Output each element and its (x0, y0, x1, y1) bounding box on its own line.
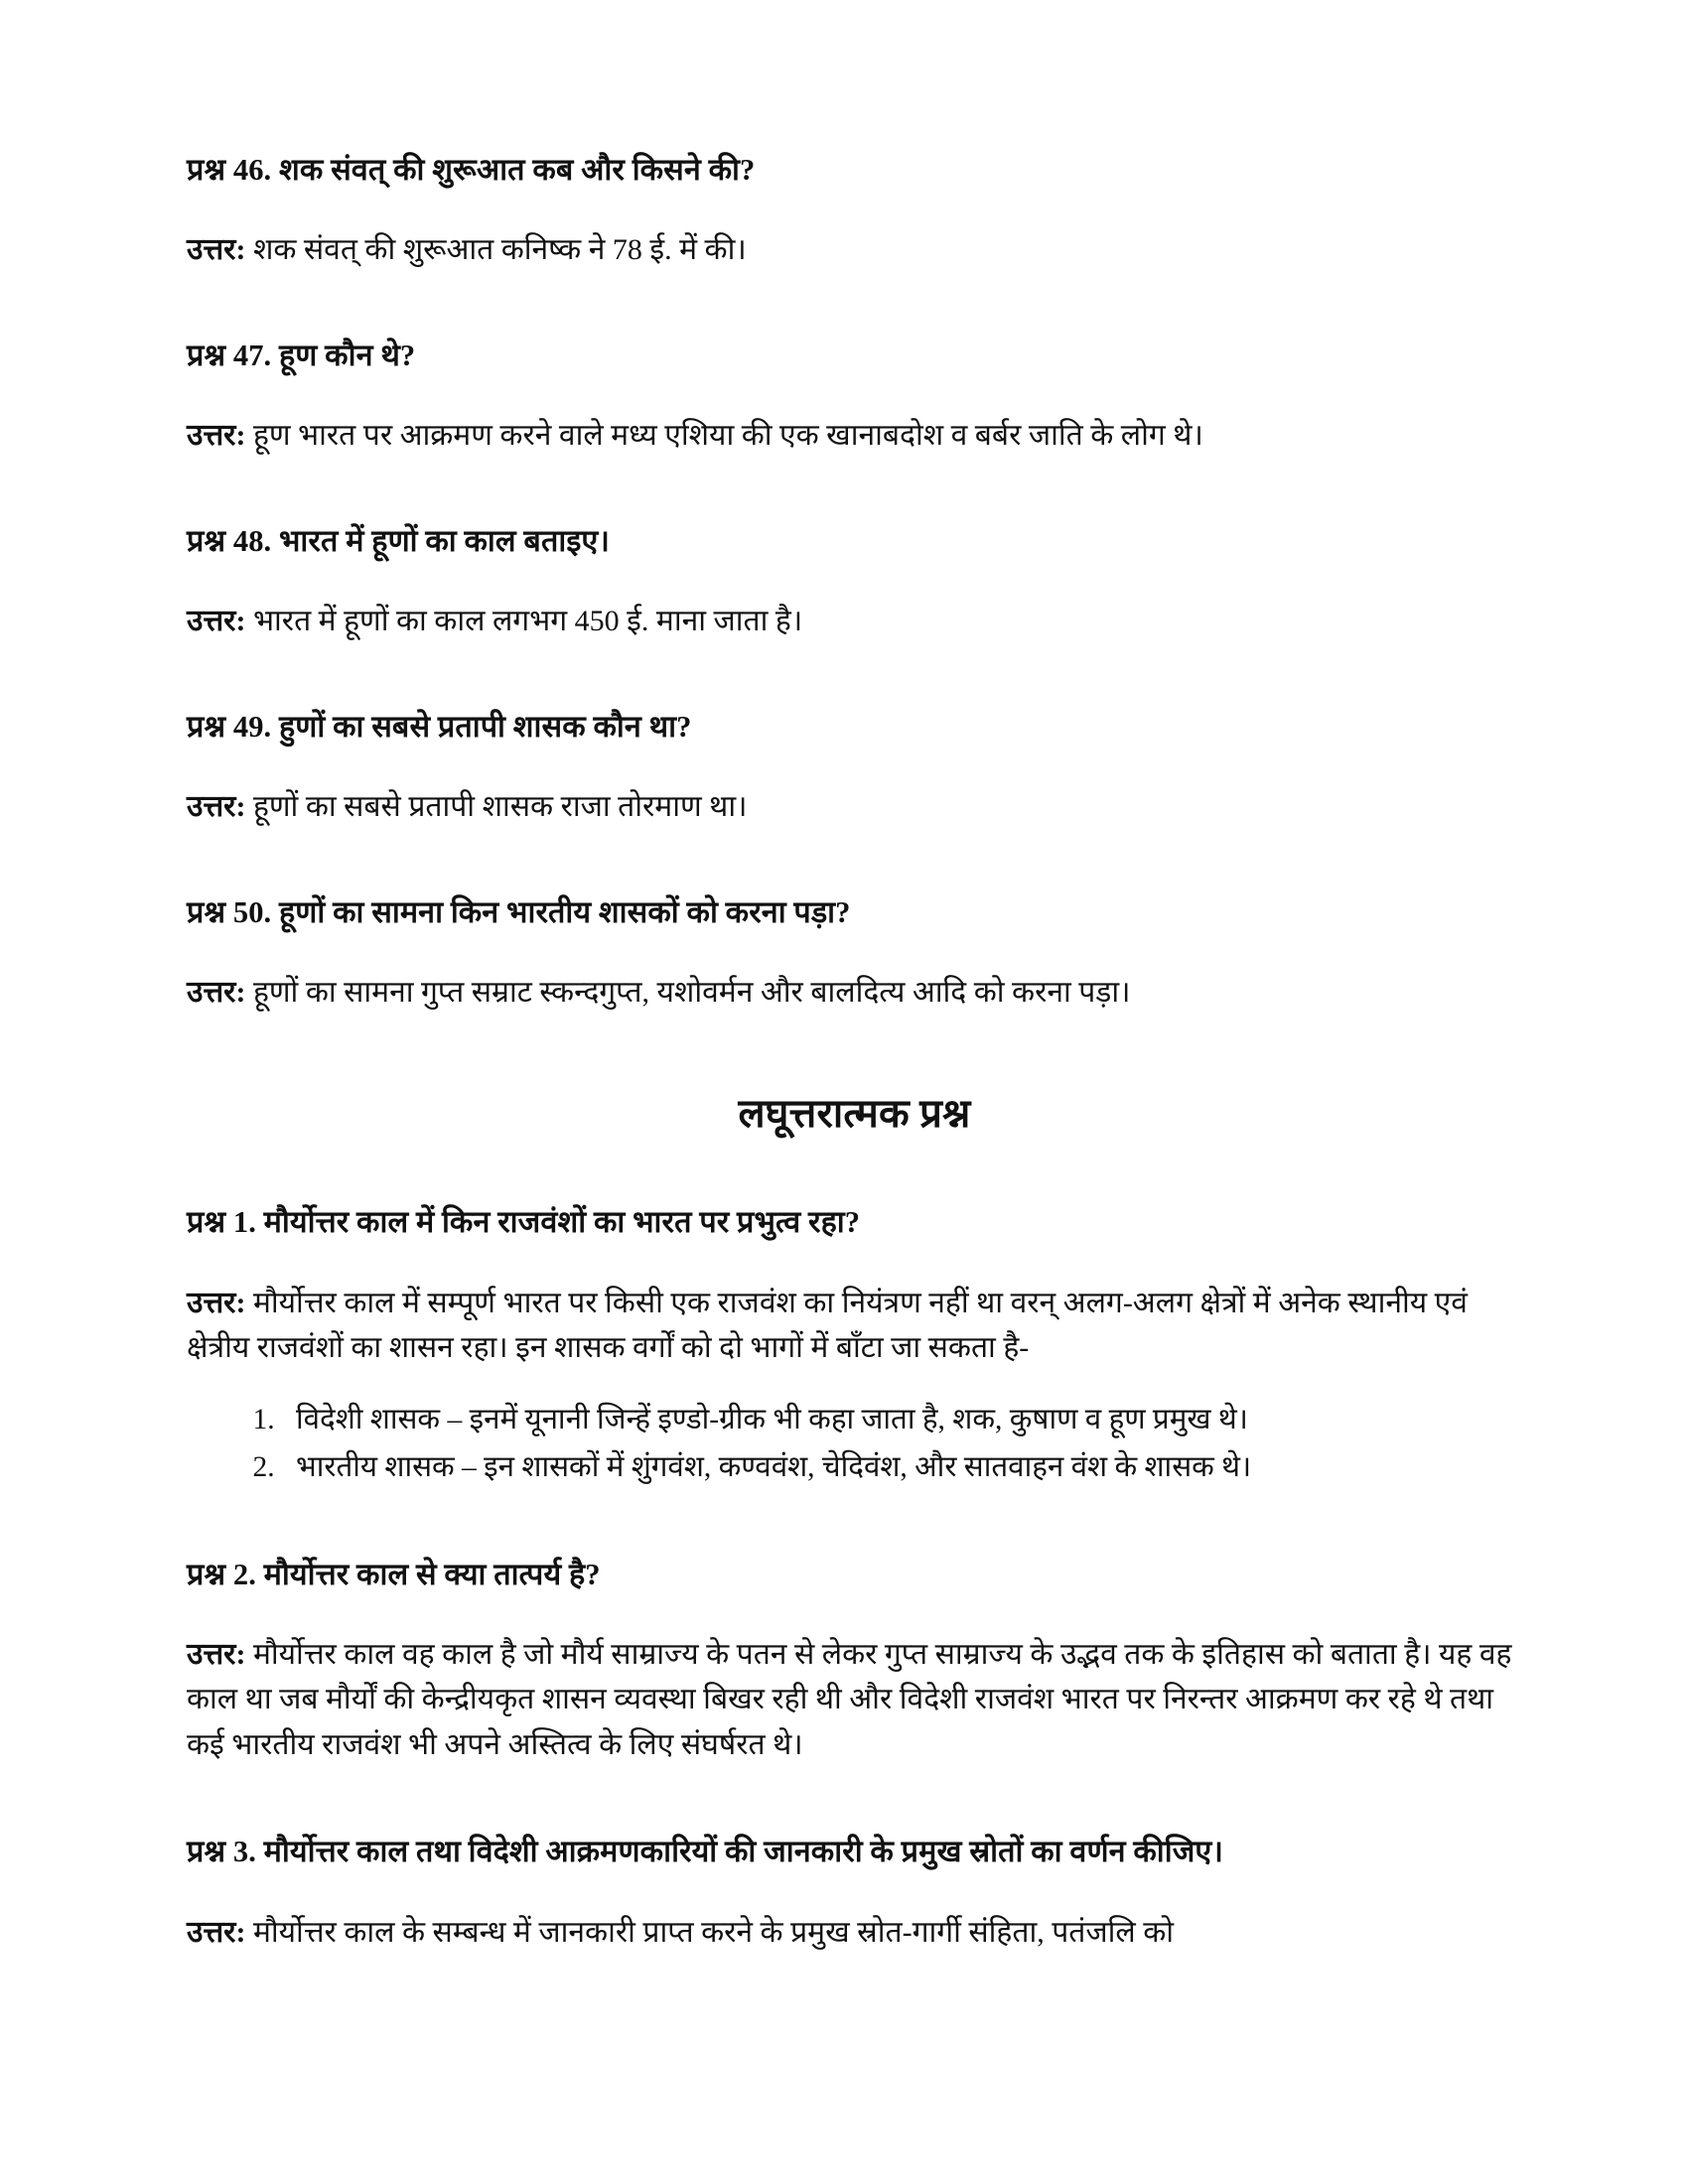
answer-label-50: उत्तर: (187, 975, 246, 1009)
answer-paragraph-47 (187, 413, 1522, 459)
answer-text-47: हूण भारत पर आक्रमण करने वाले मध्य एशिया की एक खानाबदोश व बर्बर जाति के लोग थे। (245, 419, 1203, 453)
ruler-categories-list (187, 1397, 1522, 1492)
answer-paragraph-50 (187, 970, 1522, 1016)
list-item: 2. भारतीय शासक – इन शासकों में शुंगवंश, कण्ववंश, चेदिवंश, और सातवाहन वंश के शासक थे। (282, 1444, 1522, 1492)
short-answer-label-2: उत्तर: (187, 1637, 246, 1671)
section-title: लघूत्तरात्मक प्रश्न (738, 1091, 971, 1137)
short-question-heading-3: प्रश्न 3. मौर्योत्तर काल तथा विदेशी आक्रमणकारियों की जानकारी के प्रमुख स्रोतों का वर्णन कीजिए। (187, 1834, 1224, 1868)
answer-label-49: उत्तर: (187, 789, 246, 823)
answer-text-46: शक संवत् की शुरूआत कनिष्क ने 78 ई. में की। (245, 233, 747, 267)
question-heading-49: प्रश्न 49. हुणों का सबसे प्रतापी शासक कौन था? (187, 709, 692, 744)
answer-label-46: उत्तर: (187, 233, 246, 267)
short-answer-paragraph-1 (187, 1281, 1522, 1371)
question-heading-50: प्रश्न 50. हूणों का सामना किन भारतीय शासकों को करना पड़ा? (187, 894, 851, 929)
answer-text-48: भारत में हूणों का काल लगभग 450 ई. माना जाता है। (245, 605, 803, 638)
question-heading-46: प्रश्न 46. शक संवत् की शुरूआत कब और किसने की? (187, 153, 756, 187)
answer-text-49: हूणों का सबसे प्रतापी शासक राजा तोरमाण था। (245, 789, 748, 823)
short-answer-paragraph-2 (187, 1632, 1522, 1768)
question-heading-48: प्रश्न 48. भारत में हूणों का काल बताइए। (187, 523, 611, 558)
short-answer-text-2: मौर्योत्तर काल वह काल है जो मौर्य साम्राज्य के पतन से लेकर गुप्त साम्राज्य के उद्भव तक के इतिहास को बताता है। यह वह काल था जब मौर्यों की केन्द्रीयकृत शासन व्यवस्था बिखर रही थी और विदेशी राजवंश भारत पर निरन्तर आक्रमण कर रहे थे तथा कई भारतीय राजवंश भी अपने अस्तित्व के लिए संघर्षरत थे। (187, 1637, 1512, 1761)
answer-paragraph-48 (187, 599, 1522, 644)
page-content (187, 149, 1522, 1956)
answer-label-47: उत्तर: (187, 419, 246, 453)
answer-text-50: हूणों का सामना गुप्त सम्राट स्कन्दगुप्त, यशोवर्मन और बालदित्य आदि को करना पड़ा। (245, 975, 1131, 1009)
answer-label-48: उत्तर: (187, 605, 246, 638)
short-question-heading-1: प्रश्न 1. मौर्योत्तर काल में किन राजवंशों का भारत पर प्रभुत्व रहा? (187, 1205, 861, 1240)
question-heading-47: प्रश्न 47. हूण कौन थे? (187, 338, 416, 372)
short-question-heading-2: प्रश्न 2. मौर्योत्तर काल से क्या तात्पर्य है? (187, 1557, 601, 1591)
answer-paragraph-46 (187, 227, 1522, 273)
short-answer-label-1: उत्तर: (187, 1286, 246, 1319)
list-item: 1. विदेशी शासक – इनमें यूनानी जिन्हें इण्डो-ग्रीक भी कहा जाता है, शक, कुषाण व हूण प्रमुख थे। (282, 1397, 1522, 1444)
short-answer-paragraph-3 (187, 1910, 1522, 1956)
short-answer-label-3: उत्तर: (187, 1916, 246, 1950)
short-answer-text-3: मौर्योत्तर काल के सम्बन्ध में जानकारी प्राप्त करने के प्रमुख स्रोत-गार्गी संहिता, पतंजलि को (245, 1916, 1175, 1950)
answer-paragraph-49 (187, 784, 1522, 830)
short-answer-text-1: मौर्योत्तर काल में सम्पूर्ण भारत पर किसी एक राजवंश का नियंत्रण नहीं था वरन् अलग-अलग क्षेत्रों में अनेक स्थानीय एवं क्षेत्रीय राजवंशों का शासन रहा। इन शासक वर्गों को दो भागों में बाँटा जा सकता है- (187, 1286, 1468, 1365)
